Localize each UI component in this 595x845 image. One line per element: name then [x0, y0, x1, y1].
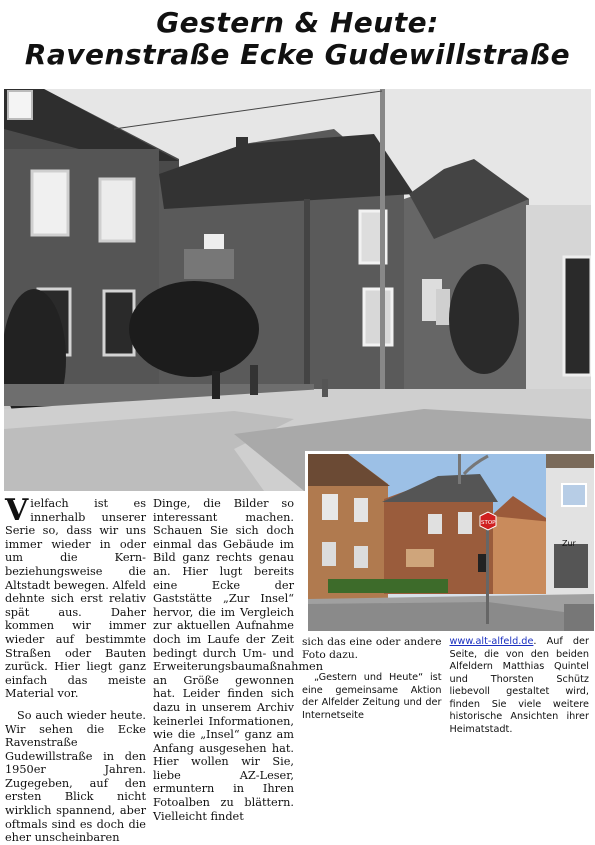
paragraph-3: Dinge, die Bilder so interessant machen. Schauen Sie sich doch einmal das Gebäude im Bild ganz rechts genau an. Hier lugt bereits eine Ecke der Gaststätte „Zur Insel“ hervor, die im Vergleich zur aktuellen Aufnahme doch im Laufe der Zeit bedingt durch Um- und Erweiterungsbaumaßnahmen an Größe gewonnen hat. Leider finden sich dazu in unserem Archiv keinerlei Informationen, wie die „Insel“ ganz am Anfang ausgesehen hat. Hier wollen wir Sie, liebe AZ-Leser, ermuntern in Ihren Fotoalben zu blättern. Vielleicht findet	[153, 497, 324, 823]
paragraph-6	[450, 636, 590, 736]
paragraph-1-text: ielfach ist es innerhalb unserer Serie so, dass wir uns immer wieder in oder um die Kern- beziehungsweise die Altstadt bewegen. Alfeld dehnte sich erst relativ spät aus. Daher kommen wir immer wieder auf bestimmte Straßen oder Bauten zurück. Hier liegt ganz einfach das meiste Material vor.	[5, 497, 146, 701]
historic-photo-drawing	[4, 89, 591, 491]
website-link[interactable]: www.alt-alfeld.de	[449, 636, 534, 647]
paragraph-6-text: . Auf der Seite, die von den beiden Alfeldern Matthias Quintel und Thorsten Schütz liebevoll gestaltet wird, finden Sie viele weitere historische Ansichten ihrer Heimatstadt.	[449, 636, 589, 735]
article-column-1	[5, 493, 146, 845]
modern-photo	[305, 451, 594, 631]
historic-photo	[4, 89, 591, 491]
paragraph-5: „Gestern und Heute“ ist eine gemeinsame Aktion der Alfelder Zeitung und der Internetseite	[302, 672, 442, 721]
drop-cap: V	[5, 493, 29, 528]
column-3b	[450, 636, 590, 736]
modern-photo-drawing	[308, 454, 594, 631]
article-column-3	[302, 636, 589, 736]
paragraph-4: sich das eine oder andere Foto dazu.	[302, 636, 442, 662]
stop-sign-text: STOP	[481, 520, 496, 526]
shop-sign-text: Zur	[562, 539, 576, 548]
title-line-2: Ravenstraße Ecke Gudewillstraße	[24, 38, 571, 71]
paragraph-1	[5, 493, 146, 701]
title-line-1: Gestern & Heute:	[156, 6, 439, 39]
paragraph-2: So auch wieder heute. Wir sehen die Ecke Ravenstraße Gudewillstraße in den 1950er Jahren. Zugegeben, auf den ersten Blick nicht wirklich spannend, aber oftmals sind es doch die eher unscheinbaren	[5, 708, 146, 845]
column-3a	[302, 636, 442, 736]
article-column-2	[153, 497, 324, 823]
